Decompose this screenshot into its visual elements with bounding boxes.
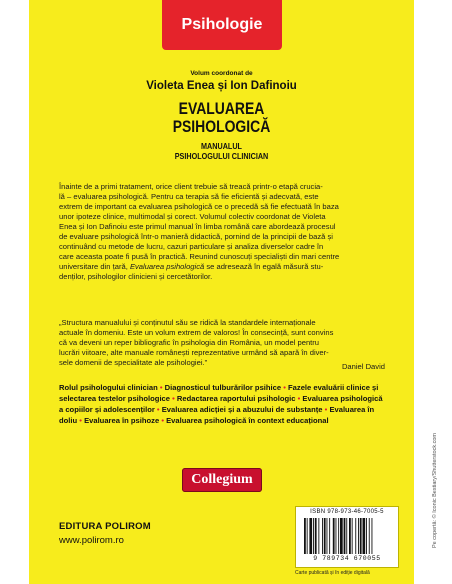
- barcode-bar: [340, 518, 343, 554]
- description-line: denților, psihologilor clinicieni și cercetătorilor.: [59, 272, 213, 281]
- barcode-bar: [324, 518, 326, 554]
- topic-item: Fazele evaluării clinice și selectarea testelor psihologice: [59, 383, 379, 403]
- barcode-bar: [352, 518, 353, 554]
- description-line: [59, 262, 385, 272]
- quote-author: Daniel David: [341, 362, 385, 371]
- description-line: lă – evaluarea psihologică. Pentru ca terapia să fie eficientă și adecvată, este: [59, 192, 319, 201]
- topics-list: [59, 382, 385, 426]
- collegium-logo-text: Collegium: [191, 472, 253, 487]
- topic-item: Evaluarea psihologică a copiilor și adolescenților: [59, 394, 383, 414]
- topic-item: Diagnosticul tulburărilor psihice: [164, 383, 282, 392]
- digital-edition-note: Carte publicată și în ediție digitală: [295, 570, 370, 576]
- barcode-bar: [366, 518, 367, 554]
- bullet-icon: •: [159, 383, 163, 392]
- quote-line: că va deveni un reper bibliografic în psihologia din România, un model pentru: [59, 338, 320, 347]
- series-badge: [162, 0, 282, 50]
- description: [59, 182, 385, 282]
- quote-line: sele domenii de specialitate ale psihologiei.”: [59, 358, 208, 367]
- publisher-website[interactable]: www.polirom.ro: [59, 535, 124, 546]
- book-subtitle: [58, 141, 385, 161]
- topic-item: Rolul psihologului clinician: [59, 383, 158, 392]
- barcode-bar: [315, 518, 317, 554]
- subtitle-line-1: MANUALUL: [201, 141, 242, 151]
- bullet-icon: •: [324, 405, 328, 414]
- barcode-bar: [327, 518, 328, 554]
- barcode-bar: [349, 518, 351, 554]
- series-label: Psihologie: [181, 16, 263, 33]
- barcode-bar: [369, 518, 370, 554]
- barcode-bar: [333, 518, 335, 554]
- barcode-bar: [372, 518, 373, 554]
- description-line-tail: se adresează în egală măsură stu-: [204, 262, 324, 271]
- barcode-bar: [329, 518, 330, 554]
- publisher-name: EDITURA POLIROM: [59, 521, 151, 532]
- barcode-bar: [360, 518, 362, 554]
- barcode-bar: [355, 518, 356, 554]
- isbn-barcode-box: [295, 506, 399, 568]
- book-title: [64, 100, 380, 136]
- quote-line: „Structura manualului și conținutul său se ridică la standardele internaționale: [59, 318, 316, 327]
- barcode-bar: [313, 518, 314, 554]
- barcode-bar: [358, 518, 359, 554]
- description-line: continuând cu metode de lucru, cazuri particulare și analiza diverselor cadre în: [59, 242, 324, 251]
- barcode-bar: [363, 518, 366, 554]
- description-line: unor ipoteze clinice, multimodal și corect. Volumul colectiv coordonat de Violeta: [59, 212, 326, 221]
- cover-photo-credit: Pe copertă: © Iconic Bestiary/Shutterstock.com: [432, 432, 438, 548]
- quote-line: lucrări viitoare, alte manuale românești reprezentative urmând să apară în diver-: [59, 348, 329, 357]
- description-line: de evaluare psihologică într-o manieră didactică, pornind de la principii de bază și: [59, 232, 333, 241]
- barcode-bar: [304, 518, 306, 554]
- bullet-icon: •: [172, 394, 175, 403]
- barcode-bar: [336, 518, 337, 554]
- description-line-start: universitare din țară,: [59, 262, 128, 271]
- description-line: care aceasta poate fi pusă în practică. Reunind cunoscuți specialiști din mari centre: [59, 252, 340, 261]
- authors: Violeta Enea și Ion Dafinoiu: [146, 80, 297, 92]
- topic-item: Evaluarea în doliu: [59, 405, 375, 425]
- topic-item: Evaluarea adicției și a abuzului de substanțe: [161, 405, 323, 414]
- barcode-bar: [338, 518, 339, 554]
- bullet-icon: •: [156, 405, 160, 414]
- barcode-bar: [322, 518, 323, 554]
- topic-item: Evaluarea psihologică în context educațional: [166, 416, 329, 425]
- title-line-1: EVALUAREA: [178, 99, 265, 118]
- barcode-bar: [309, 518, 312, 554]
- bullet-icon: •: [283, 383, 286, 392]
- barcode-bar: [307, 518, 308, 554]
- description-line: Enea și Ion Dafinoiu este primul manual în limba română care abordează procesul: [59, 222, 336, 231]
- title-line-2: PSIHOLOGICĂ: [172, 117, 271, 136]
- barcode-bar: [318, 518, 319, 554]
- bullet-icon: •: [161, 416, 164, 425]
- description-line: Înainte de a primi tratament, orice client trebuie să treacă printr-o etapă crucia-: [59, 182, 323, 191]
- barcode-bar: [346, 518, 347, 554]
- barcode-digits: 9 789734 670055: [313, 555, 381, 562]
- endorsement-quote: [59, 318, 385, 368]
- bullet-icon: •: [79, 416, 82, 425]
- barcode-bar: [344, 518, 346, 554]
- topic-item: Evaluarea în psihoze: [84, 416, 160, 425]
- subtitle-line-2: PSIHOLOGULUI CLINICIAN: [174, 151, 269, 161]
- description-line: extrem de important ca evaluarea psihologică ce o precedă să fie efectuată în baza: [59, 202, 339, 211]
- isbn-label: ISBN 978-973-46-7005-5: [310, 509, 384, 515]
- topic-item: Redactarea raportului psihologic: [176, 394, 296, 403]
- coordinated-by-label: Volum coordonat de: [190, 70, 253, 77]
- quote-line: actuale în domeniu. Este un volum extrem de valoros! În consecință, sunt convins: [59, 328, 334, 337]
- barcode-icon: [303, 518, 393, 554]
- back-cover: [29, 0, 414, 584]
- bullet-icon: •: [297, 394, 301, 403]
- collegium-logo: [182, 468, 262, 492]
- italic-book-title: Evaluarea psihologică: [129, 262, 205, 271]
